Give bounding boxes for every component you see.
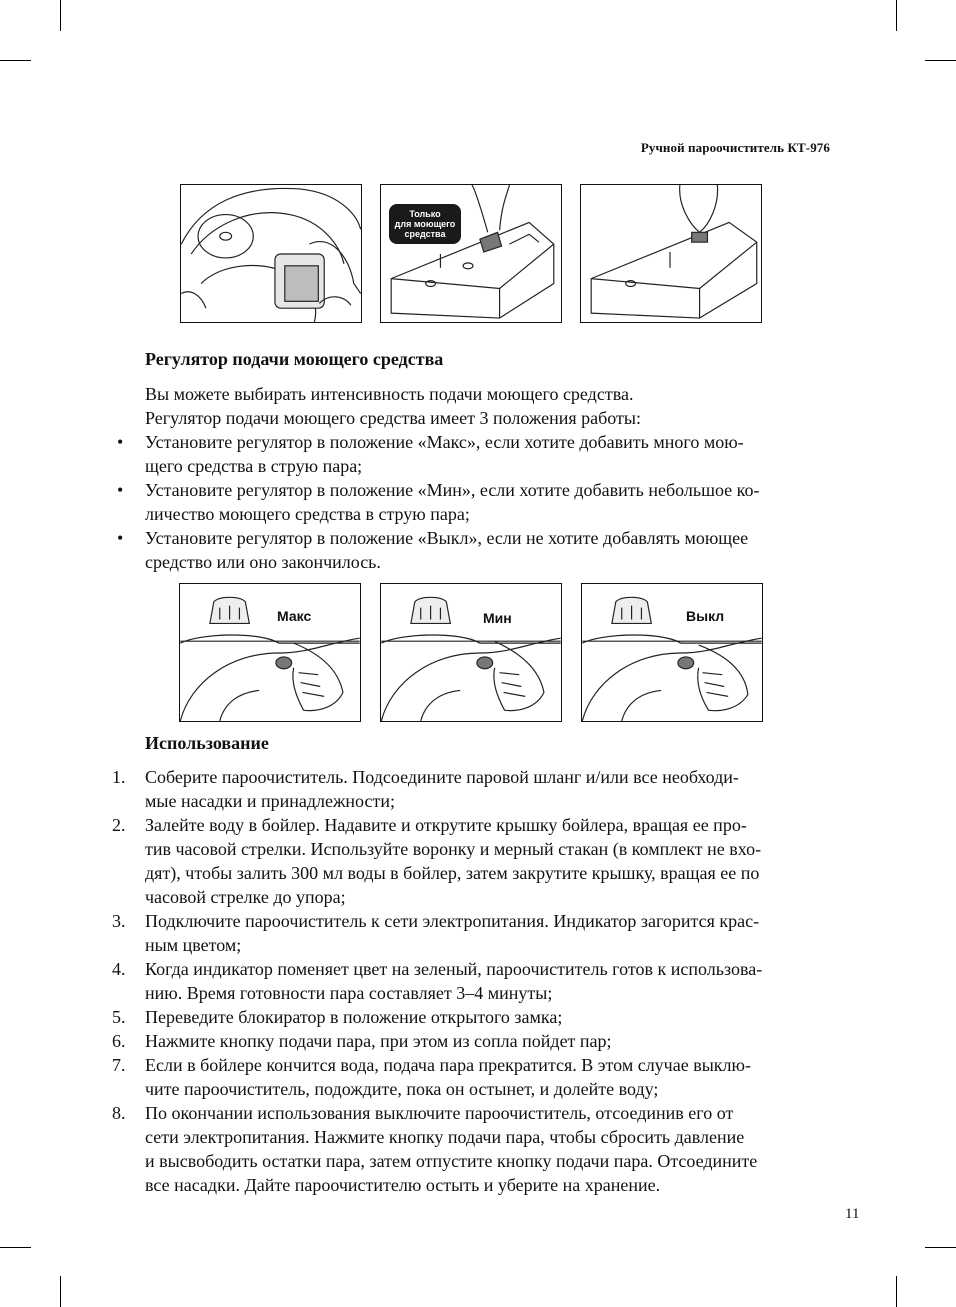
list-item [0,430,956,478]
list-item-text: Переведите блокиратор в положение открытого замка; [145,1007,563,1027]
list-item-number: 6. [112,1031,126,1051]
crop-mark [60,1276,61,1307]
crop-mark [0,60,31,61]
bullet-marker: • [117,528,124,548]
crop-mark [896,1276,897,1307]
intro-line: Вы можете выбирать интенсивность подачи моющего средства. [145,384,634,404]
list-item-number: 8. [112,1103,126,1123]
list-item-number: 2. [112,815,126,835]
list-item-text: Подключите пароочиститель к сети электропитания. Индикатор загорится крас- ным цветом; [145,911,760,955]
list-item-number: 5. [112,1007,126,1027]
regulator-min-illustration [381,584,561,721]
crop-mark [60,0,61,31]
list-item-text: Установите регулятор в положение «Мин», если хотите добавить небольшое ко- личество моющего средства в струю пара; [145,480,760,524]
figure-regulator-min [380,583,562,722]
list-item-text: По окончании использования выключите пароочиститель, отсоединив его от сети электропитания. Нажмите кнопку подачи пара, чтобы сбросить давление и высвободить остатки пара, затем отпустите кнопку подачи пара. Отсоедините все насадки. Дайте пароочистителю остыть и уберите на хранение. [145,1103,758,1195]
list-item [0,1101,956,1197]
callout-detergent-only [389,204,461,244]
list-item-number: 3. [112,911,126,931]
list-item [0,813,956,909]
steam-cleaner-illustration [181,185,361,322]
list-item [0,478,956,526]
figure-regulator-max [179,583,361,722]
section-heading-detergent-regulator: Регулятор подачи моющего средства [145,349,444,369]
bullet-list [0,430,956,574]
label-off: Выкл [686,608,725,624]
bullet-marker: • [117,432,124,452]
figure-detergent-cap-open [380,184,562,323]
list-item-text: Соберите пароочиститель. Подсоедините паровой шланг и/или все необходи- мые насадки и принадлежности; [145,767,739,811]
list-item-text: Установите регулятор в положение «Выкл», если не хотите добавлять моющее средство или оно закончилось. [145,528,749,572]
page-number: 11 [845,1206,860,1222]
list-item [0,526,956,574]
label-max: Макс [277,608,312,624]
regulator-off-illustration [582,584,762,721]
numbered-list [0,765,956,1197]
list-item-text: Залейте воду в бойлер. Надавите и открутите крышку бойлера, вращая ее про- тив часовой стрелки. Используйте воронку и мерный стакан (в комплект не вхо- дят), чтобы залить 300 мл воды в бойлер, затем закрутите крышку, вращая ее по часовой стрелке до упора; [145,815,762,907]
callout-line: Только [409,209,441,219]
list-item [0,909,956,957]
figure-regulator-off [581,583,763,722]
intro-paragraph [145,382,835,430]
callout-line: для моющего [394,219,456,229]
list-item-text: Если в бойлере кончится вода, подача пара прекратится. В этом случае выклю- чите пароочиститель, подождите, пока он остынет, и долейте воду; [145,1055,751,1099]
list-item [0,765,956,813]
label-min: Мин [483,610,512,626]
crop-mark [925,1247,956,1248]
regulator-max-illustration [180,584,360,721]
list-item [0,1005,956,1029]
section-heading-usage: Использование [145,733,269,753]
crop-mark [925,60,956,61]
figure-detergent-tank-insert [180,184,362,323]
list-item-number: 1. [112,767,126,787]
list-item-text: Установите регулятор в положение «Макс», если хотите добавить много мою- щего средства в струю пара; [145,432,744,476]
intro-line: Регулятор подачи моющего средства имеет 3 положения работы: [145,408,642,428]
bullet-marker: • [117,480,124,500]
detergent-fill-illustration [581,185,761,322]
list-item-text: Нажмите кнопку подачи пара, при этом из сопла пойдет пар; [145,1031,612,1051]
crop-mark [0,1247,31,1248]
crop-mark [896,0,897,31]
list-item [0,1029,956,1053]
list-item [0,957,956,1005]
running-header: Ручной пароочиститель КТ-976 [640,140,830,155]
figure-detergent-fill [580,184,762,323]
list-item-number: 7. [112,1055,126,1075]
list-item-number: 4. [112,959,126,979]
list-item-text: Когда индикатор поменяет цвет на зеленый, пароочиститель готов к использова- нию. Время готовности пара составляет 3–4 минуты; [145,959,763,1003]
list-item [0,1053,956,1101]
callout-line: средства [404,229,446,239]
